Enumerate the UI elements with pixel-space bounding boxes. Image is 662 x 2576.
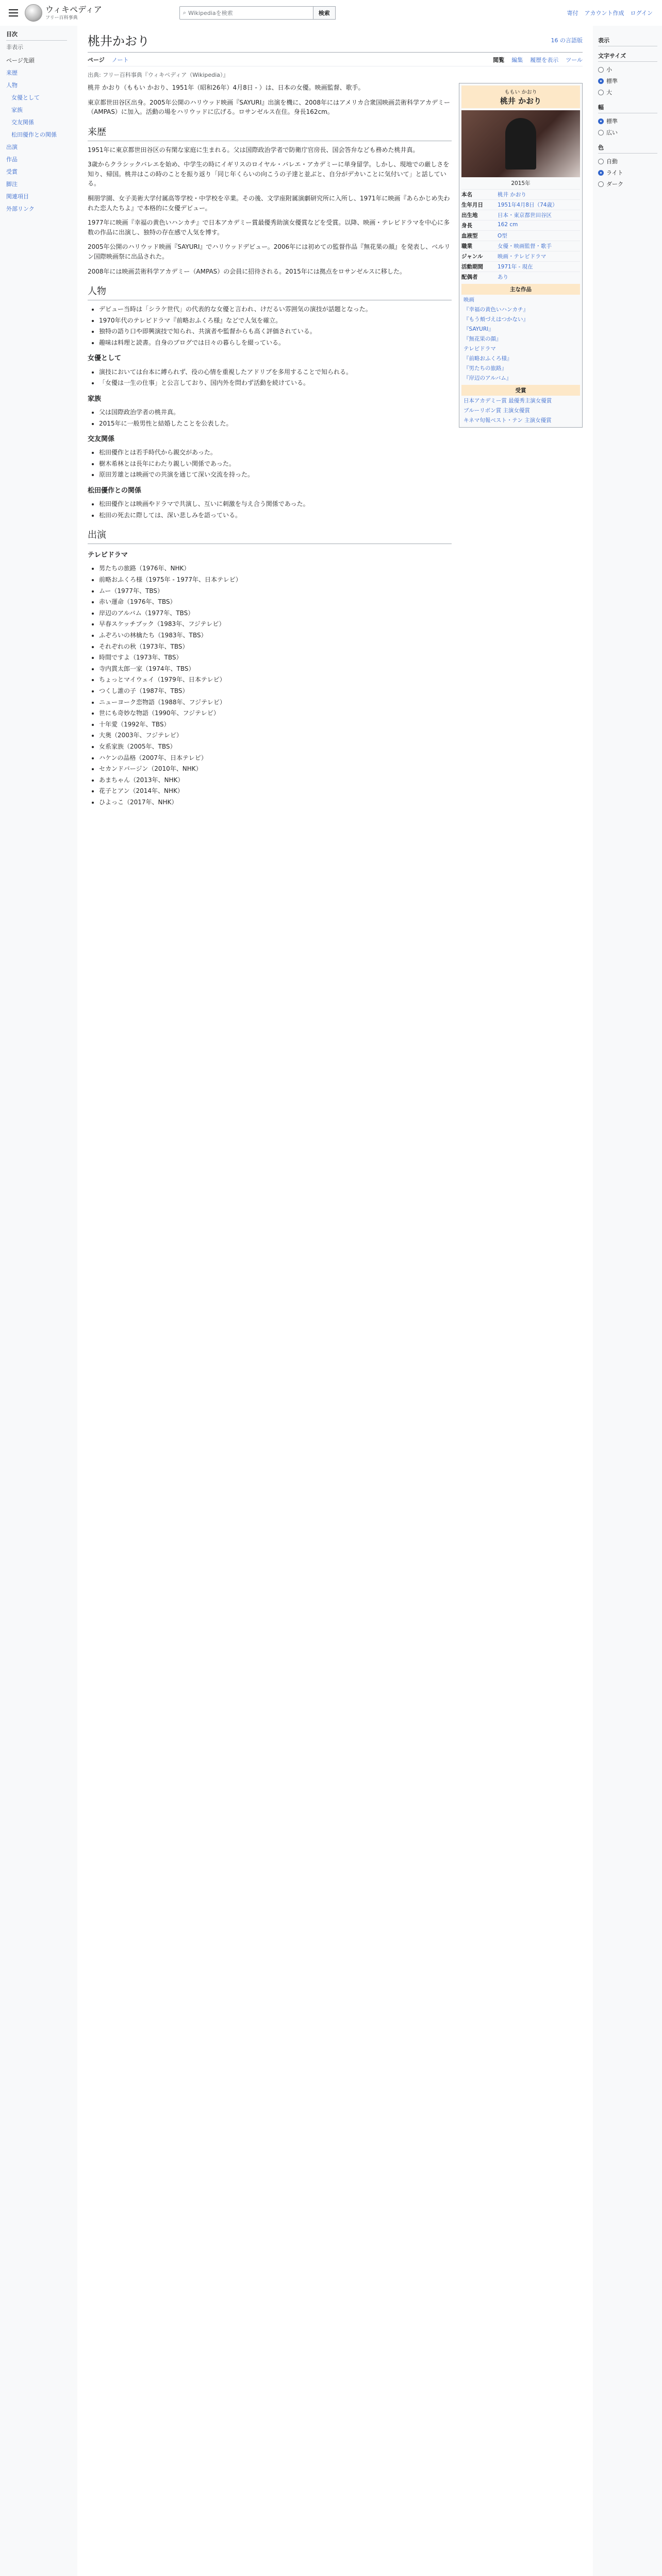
- tab-history[interactable]: 履歴を表示: [530, 57, 559, 63]
- list-item: • 独特の語り口や即興演技で知られ、共演者や監督からも高く評価されている。: [99, 327, 452, 336]
- infobox-works-item[interactable]: 『無花果の顔』: [464, 336, 502, 342]
- source-note: 出典: フリー百科事典『ウィキペディア（Wikipedia）』: [88, 72, 229, 78]
- infobox-row: [461, 220, 580, 230]
- text-size-options: [598, 64, 657, 98]
- infobox-awards: [461, 396, 580, 425]
- infobox-row: [461, 261, 580, 272]
- list-item: • デビュー当時は「シラケ世代」の代表的な女優と言われ、けだるい雰囲気の演技が話題となった。: [99, 304, 452, 314]
- appearance-option[interactable]: [598, 115, 657, 127]
- header: [0, 0, 662, 26]
- infobox-works: [461, 295, 580, 383]
- infobox-value[interactable]: 女優・映画監督・歌手: [498, 243, 552, 249]
- list-item: • 1970年代のテレビドラマ『前略おふくろ様』などで人気を確立。: [99, 316, 452, 326]
- main-content: [77, 26, 593, 2576]
- list-item: • 早春スケッチブック（1983年、フジテレビ）: [99, 619, 452, 629]
- list-item: • 男たちの旅路（1976年、NHK）: [99, 564, 452, 573]
- color-options: [598, 156, 657, 190]
- option-label: 広い: [606, 129, 618, 136]
- appearance-title: 表示: [598, 36, 657, 46]
- infobox-row: [461, 230, 580, 241]
- radio-button[interactable]: [598, 170, 604, 176]
- infobox-key: 生年月日: [461, 202, 483, 208]
- radio-button[interactable]: [598, 181, 604, 187]
- list-item: • 前略おふくろ様（1975年 - 1977年、日本テレビ）: [99, 575, 452, 585]
- radio-button[interactable]: [598, 90, 604, 95]
- list-item: • ニューヨーク恋物語（1988年、フジテレビ）: [99, 698, 452, 707]
- option-label: 標準: [606, 118, 618, 125]
- history-paragraph: 桐朋学園、女子美術大学付属高等学校・中学校を卒業。その後、文学座附属演劇研究所に入所し、1971年に映画『あらかじめ失われた恋人たちよ』で本格的に女優デビュー。: [88, 195, 450, 212]
- section-heading-friends: 交友関係: [88, 435, 115, 444]
- option-label: ライト: [606, 170, 623, 176]
- section-heading-actress: 女優として: [88, 354, 122, 363]
- infobox-works-item[interactable]: 映画: [464, 297, 474, 303]
- option-label: 小: [606, 66, 612, 73]
- toc-item[interactable]: 外部リンク: [6, 206, 35, 212]
- list-item: • 「女優は一生の仕事」と公言しており、国内外を問わず活動を続けている。: [99, 378, 452, 388]
- create-account-link[interactable]: アカウント作成: [584, 10, 624, 16]
- person-silhouette: [505, 118, 536, 170]
- infobox-key: 血液型: [461, 233, 478, 239]
- list-item: • あまちゃん（2013年、NHK）: [99, 775, 452, 785]
- list-item: • 演技においては台本に縛られず、役の心情を重視したアドリブを多用することで知られる。: [99, 367, 452, 377]
- tab-tools[interactable]: ツール: [566, 57, 583, 63]
- toc-item[interactable]: 関連項目: [6, 193, 29, 200]
- infobox-key: ジャンル: [461, 253, 483, 260]
- appearance-option[interactable]: [598, 75, 657, 87]
- list-item: • 松田優作とは若手時代から親交があった。: [99, 448, 452, 457]
- history-paragraph: 1977年に映画『幸福の黄色いハンカチ』で日本アカデミー賞最優秀助演女優賞などを受賞。以降、映画・テレビドラマを中心に多数の作品に出演し、独特の存在感で人気を博す。: [88, 219, 450, 236]
- tab-page[interactable]: ページ: [88, 57, 105, 63]
- donate-link[interactable]: 寄付: [567, 10, 578, 16]
- search-form: [179, 6, 336, 20]
- main-menu-button[interactable]: [6, 6, 21, 20]
- text-size-label: 文字サイズ: [598, 52, 657, 62]
- infobox-key: 本名: [461, 192, 472, 198]
- login-link[interactable]: ログイン: [630, 10, 653, 16]
- history-section: [88, 145, 452, 277]
- infobox-works-item[interactable]: 『SAYURI』: [464, 326, 494, 332]
- drama-list: [88, 564, 452, 807]
- list-item: • セカンドバージン（2010年、NHK）: [99, 764, 452, 774]
- infobox-value[interactable]: O型: [498, 233, 507, 239]
- toc-item[interactable]: 人物: [6, 82, 18, 89]
- radio-button[interactable]: [598, 130, 604, 135]
- list-item: • 大奥（2003年、フジテレビ）: [99, 731, 452, 740]
- list-item: • 世にも奇妙な物語（1990年、フジテレビ）: [99, 708, 452, 718]
- tab-read[interactable]: 閲覧: [493, 57, 505, 63]
- infobox-row: [461, 210, 580, 220]
- list-item: • 趣味は料理と読書。自身のブログでは日々の暮らしを綴っている。: [99, 338, 452, 348]
- list-item: • 2015年に一般男性と結婚したことを公表した。: [99, 419, 452, 429]
- infobox-value[interactable]: 桃井 かおり: [498, 192, 526, 198]
- wordmark: ウィキペディア: [45, 4, 102, 14]
- option-label: 自動: [606, 158, 618, 165]
- list-item: • ムー（1977年、TBS）: [99, 586, 452, 596]
- list-item: • 松田優作とは映画やドラマで共演し、互いに刺激を与え合う関係であった。: [99, 499, 452, 509]
- infobox-key: 出生地: [461, 212, 478, 218]
- list-item: • 松田の死去に際しては、深い悲しみを語っている。: [99, 511, 452, 520]
- history-paragraph: 1951年に東京都世田谷区の有閑な家庭に生まれる。父は国際政治学者で防衛庁官房長、国会答弁なども務めた桃井真。: [88, 146, 419, 154]
- list-item: • 樹木希林とは長年にわたり親しい関係であった。: [99, 459, 452, 469]
- radio-button[interactable]: [598, 159, 604, 164]
- appearance-option[interactable]: [598, 127, 657, 138]
- toc-list: [6, 54, 67, 215]
- toc-item[interactable]: 松田優作との関係: [11, 131, 57, 138]
- toc-item[interactable]: ページ先頭: [6, 57, 35, 64]
- option-label: ダーク: [606, 181, 623, 188]
- list-item: • 十年愛（1992年、TBS）: [99, 720, 452, 730]
- toc-item[interactable]: 脚注: [6, 181, 18, 188]
- infobox-works-item[interactable]: 『前略おふくろ様』: [464, 355, 512, 362]
- toc-item[interactable]: 受賞: [6, 168, 18, 175]
- article-body: [88, 83, 452, 812]
- toc-sidebar: [0, 26, 72, 215]
- infobox-photo[interactable]: [461, 110, 580, 177]
- friends-list: [88, 448, 452, 480]
- infobox-awards-item[interactable]: キネマ旬報ベスト・テン 主演女優賞: [464, 417, 552, 423]
- list-item: • それぞれの秋（1973年、TBS）: [99, 642, 452, 652]
- toc-item[interactable]: 来歴: [6, 70, 18, 76]
- infobox-row: [461, 241, 580, 251]
- list-item: • 寺内貫太郎一家（1974年、TBS）: [99, 664, 452, 674]
- appearance-panel: [598, 31, 657, 190]
- infobox-value[interactable]: あり: [498, 274, 508, 280]
- list-item: • 父は国際政治学者の桃井真。: [99, 408, 452, 417]
- toc-title: 目次: [6, 30, 67, 41]
- infobox-value[interactable]: 映画・テレビドラマ: [498, 253, 547, 260]
- infobox-value[interactable]: 1971年 - 現在: [498, 264, 533, 270]
- infobox-awards-item[interactable]: 日本アカデミー賞 最優秀主演女優賞: [464, 398, 552, 404]
- list-item: • ふぞろいの林檎たち（1983年、TBS）: [99, 631, 452, 640]
- tab-edit[interactable]: 編集: [511, 57, 523, 63]
- search-icon: ⌕: [183, 9, 186, 16]
- appearance-option[interactable]: [598, 156, 657, 167]
- infobox-works-item[interactable]: 『岸辺のアルバム』: [464, 375, 512, 381]
- infobox-row: [461, 189, 580, 199]
- radio-button[interactable]: [598, 78, 604, 84]
- infobox-works-item[interactable]: 『もう頬づえはつかない』: [464, 316, 528, 323]
- infobox-caption: 2015年: [511, 180, 531, 187]
- user-links: [567, 9, 653, 17]
- toc-item[interactable]: 出演: [6, 144, 18, 150]
- infobox-works-item[interactable]: 『幸福の黄色いハンカチ』: [464, 307, 528, 313]
- section-heading-matsuda: 松田優作との関係: [88, 487, 142, 495]
- list-item: • ひよっこ（2017年、NHK）: [99, 798, 452, 807]
- history-paragraph: 2008年には映画芸術科学アカデミー（AMPAS）の会員に招待される。2015年には拠点をロサンゼルスに移した。: [88, 267, 406, 275]
- list-item: • 岸辺のアルバム（1977年、TBS）: [99, 608, 452, 618]
- infobox-works-item[interactable]: 『男たちの旅路』: [464, 365, 507, 371]
- list-item: • つくし誰の子（1987年、TBS）: [99, 686, 452, 696]
- search-input[interactable]: ⌕ Wikipediaを検索: [179, 6, 313, 20]
- appearance-option[interactable]: [598, 64, 657, 75]
- appearance-option[interactable]: [598, 87, 657, 98]
- toc-item[interactable]: 家族: [11, 107, 23, 113]
- infobox: [459, 83, 583, 428]
- section-heading-person: 人物: [88, 284, 452, 300]
- search-button[interactable]: 検索: [313, 6, 336, 20]
- section-heading-family: 家族: [88, 395, 102, 403]
- history-paragraph: 3歳からクラシックバレエを始め、中学生の時にイギリスのロイヤル・バレエ・アカデミーに単身留学。しかし、現地での厳しさを知り、帰国。桃井はこの時のことを振り返り「同じ年くらいの向こうの子達と並ぶと、自分がデカいことに気付いて」と話している。: [88, 161, 450, 188]
- toc-item[interactable]: 作品: [6, 156, 18, 163]
- page-tabs: [88, 56, 583, 66]
- lead-paragraph-2: 東京都世田谷区出身。2005年公開のハリウッド映画『SAYURI』出演を機に、2008年にはアメリカ合衆国映画芸術科学アカデミー（AMPAS）に加入。活動の場をハリウッドに広げる。ロサンゼルス在住。身長162cm。: [88, 98, 450, 116]
- person-list: [88, 304, 452, 347]
- infobox-row: [461, 199, 580, 210]
- list-item: • 花子とアン（2014年、NHK）: [99, 786, 452, 796]
- list-item: • 原田芳雄とは映画での共演を通じて深い交流を持った。: [99, 470, 452, 480]
- list-item: • ちょっとマイウェイ（1979年、日本テレビ）: [99, 675, 452, 685]
- family-list: [88, 408, 452, 428]
- infobox-awards-title: 受賞: [461, 385, 580, 396]
- list-item: • 赤い運命（1976年、TBS）: [99, 597, 452, 607]
- lead-paragraph: 桃井 かおり（ももい かおり、1951年（昭和26年）4月8日 - ）は、日本の女優。映画監督、歌手。: [88, 84, 365, 91]
- infobox-row: [461, 272, 580, 282]
- appearance-option[interactable]: [598, 167, 657, 178]
- option-label: 標準: [606, 78, 618, 84]
- actress-list: [88, 367, 452, 388]
- infobox-works-item[interactable]: テレビドラマ: [464, 346, 496, 352]
- infobox-key: 配偶者: [461, 274, 478, 280]
- matsuda-list: [88, 499, 452, 520]
- section-heading-drama: テレビドラマ: [88, 551, 128, 560]
- list-item: • 女系家族（2005年、TBS）: [99, 742, 452, 752]
- infobox-row: [461, 251, 580, 261]
- width-label: 幅: [598, 103, 657, 113]
- section-heading-appearances: 出演: [88, 528, 452, 544]
- width-options: [598, 115, 657, 138]
- infobox-works-title: 主な作品: [461, 284, 580, 295]
- toc-item[interactable]: 交友関係: [11, 119, 34, 126]
- appearance-option[interactable]: [598, 178, 657, 190]
- infobox-key: 活動期間: [461, 264, 483, 270]
- infobox-header: ももい かおり 桃井 かおり: [461, 86, 580, 108]
- option-label: 大: [606, 89, 612, 96]
- toc-hide-button[interactable]: 非表示: [6, 44, 23, 50]
- toc-item[interactable]: 女優として: [11, 94, 40, 101]
- infobox-key: 職業: [461, 243, 472, 249]
- infobox-value[interactable]: 日本・東京都世田谷区: [498, 212, 552, 218]
- section-heading-history: 来歴: [88, 125, 452, 141]
- tagline: フリー百科事典: [45, 15, 78, 21]
- infobox-key: 身長: [461, 223, 472, 229]
- radio-button[interactable]: [598, 67, 604, 73]
- infobox-rows: [461, 189, 580, 282]
- infobox-value[interactable]: 162 cm: [498, 222, 518, 228]
- site-logo[interactable]: [25, 4, 102, 22]
- tab-talk[interactable]: ノート: [111, 57, 129, 63]
- color-label: 色: [598, 143, 657, 154]
- wikipedia-globe-icon: [25, 4, 42, 22]
- infobox-awards-item[interactable]: ブルーリボン賞 主演女優賞: [464, 408, 530, 414]
- infobox-value[interactable]: 1951年4月8日（74歳）: [498, 202, 558, 208]
- page-title: 桃井かおり: [88, 34, 150, 48]
- list-item: • 時間ですよ（1973年、TBS）: [99, 653, 452, 663]
- history-paragraph: 2005年公開のハリウッド映画『SAYURI』でハリウッドデビュー。2006年には初めての監督作品『無花果の顔』を発表し、ベルリン国際映画祭に出品された。: [88, 243, 451, 261]
- list-item: • ハケンの品格（2007年、日本テレビ）: [99, 753, 452, 763]
- language-button[interactable]: 16 の言語版: [551, 37, 583, 44]
- radio-button[interactable]: [598, 118, 604, 124]
